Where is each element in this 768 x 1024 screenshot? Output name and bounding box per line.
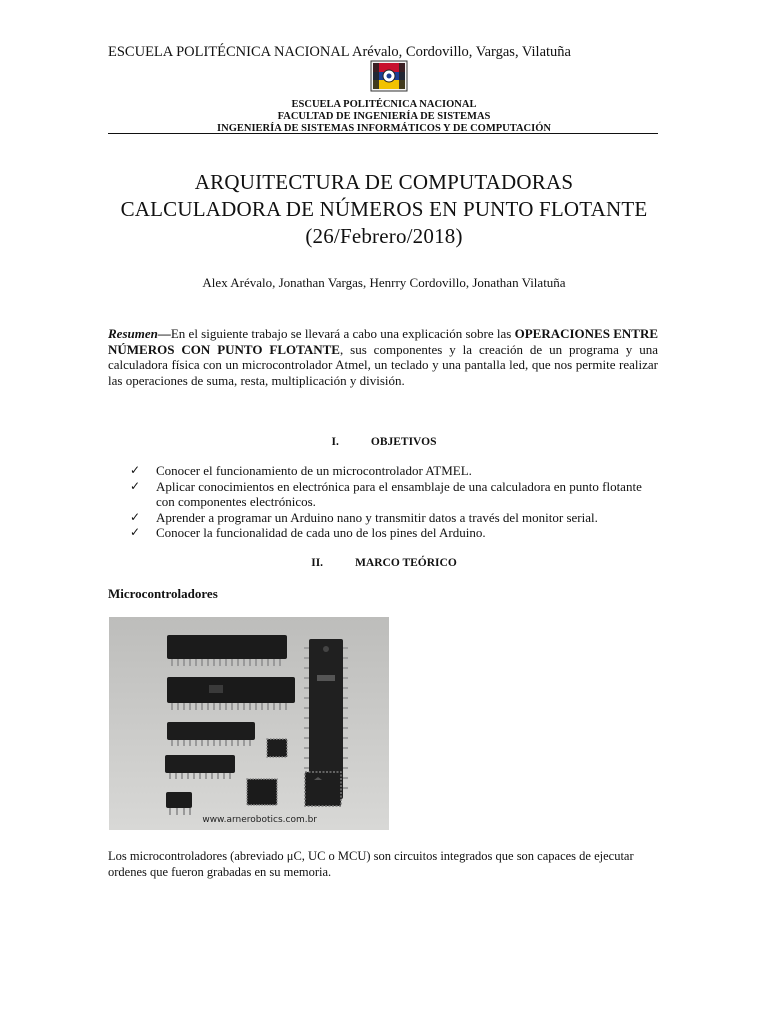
running-header — [108, 44, 571, 61]
objective-text: Conocer la funcionalidad de cada uno de los pines del Arduino. — [156, 525, 486, 541]
header-divider — [108, 133, 658, 134]
microcontroller-photo — [109, 617, 389, 830]
chip-dip40-top — [167, 635, 287, 666]
list-item — [130, 463, 660, 479]
section-number: II. — [311, 557, 324, 569]
title-line-1: ARQUITECTURA DE COMPUTADORAS — [194, 170, 574, 194]
objectives-list — [130, 463, 660, 541]
subsection-heading: Microcontroladores — [108, 586, 218, 601]
section-number: I. — [331, 436, 339, 448]
section-heading-objetivos — [0, 436, 768, 448]
body-paragraph: Los microcontroladores (abreviado μC, UC o MCU) son circuitos integrados que son capaces de ejecutar ordenes que fueron grabadas en su memoria. — [108, 849, 634, 879]
institution-line-3: INGENIERÍA DE SISTEMAS INFORMÁTICOS Y DE COMPUTACIÓN — [217, 123, 551, 134]
checkmark-icon: ✓ — [130, 525, 141, 540]
chip-plcc — [305, 772, 341, 806]
institution-line-2: FACULTAD DE INGENIERÍA DE SISTEMAS — [277, 111, 491, 122]
abstract-text-2: , sus componentes y la creación de un programa y una calculadora física con un microcontrolador Atmel, un teclado y una pantalla led, que nos permite realizar las operaciones de suma, resta, multiplicación y división. — [108, 341, 658, 388]
chip-qfp-medium — [247, 779, 277, 805]
section-title: MARCO TEÓRICO — [355, 557, 457, 569]
chip-qfp-small — [267, 739, 287, 757]
list-item — [130, 510, 660, 526]
institution-crest-icon — [370, 60, 408, 92]
section-heading-marco-teorico — [0, 557, 768, 569]
author-list: Alex Arévalo, Jonathan Vargas, Henrry Cordovillo, Jonathan Vilatuña — [202, 275, 566, 290]
running-header-institution: ESCUELA POLITÉCNICA NACIONAL — [108, 44, 350, 60]
figure-watermark: www.arnerobotics.com.br — [202, 815, 317, 825]
checkmark-icon: ✓ — [130, 478, 141, 493]
objective-text: Aplicar conocimientos en electrónica para el ensamblaje de una calculadora en punto flotante con componentes electrónicos. — [156, 478, 642, 510]
abstract-text-1: En el siguiente trabajo se llevará a cabo una explicación sobre las — [170, 326, 515, 341]
abstract — [108, 326, 658, 388]
section-title: OBJETIVOS — [370, 436, 437, 448]
chip-dip20 — [165, 755, 235, 779]
title-line-2: CALCULADORA DE NÚMEROS EN PUNTO FLOTANTE — [120, 197, 648, 221]
abstract-bold-text: OPERACIONES ENTRE NÚMEROS CON PUNTO FLOTANTE — [108, 326, 659, 357]
list-item — [130, 479, 660, 510]
institution-line-1: ESCUELA POLITÉCNICA NACIONAL — [291, 99, 477, 110]
checkmark-icon: ✓ — [130, 463, 141, 477]
abstract-label: Resumen— — [108, 326, 171, 341]
objective-text: Conocer el funcionamiento de un microcontrolador ATMEL. — [156, 463, 472, 478]
running-header-authors: Arévalo, Cordovillo, Vargas, Vilatuña — [351, 44, 571, 60]
title-date: (26/Febrero/2018) — [305, 224, 463, 248]
checkmark-icon: ✓ — [130, 509, 141, 524]
list-item — [130, 525, 660, 541]
objective-text: Aprender a programar un Arduino nano y transmitir datos a través del monitor serial. — [156, 509, 598, 525]
